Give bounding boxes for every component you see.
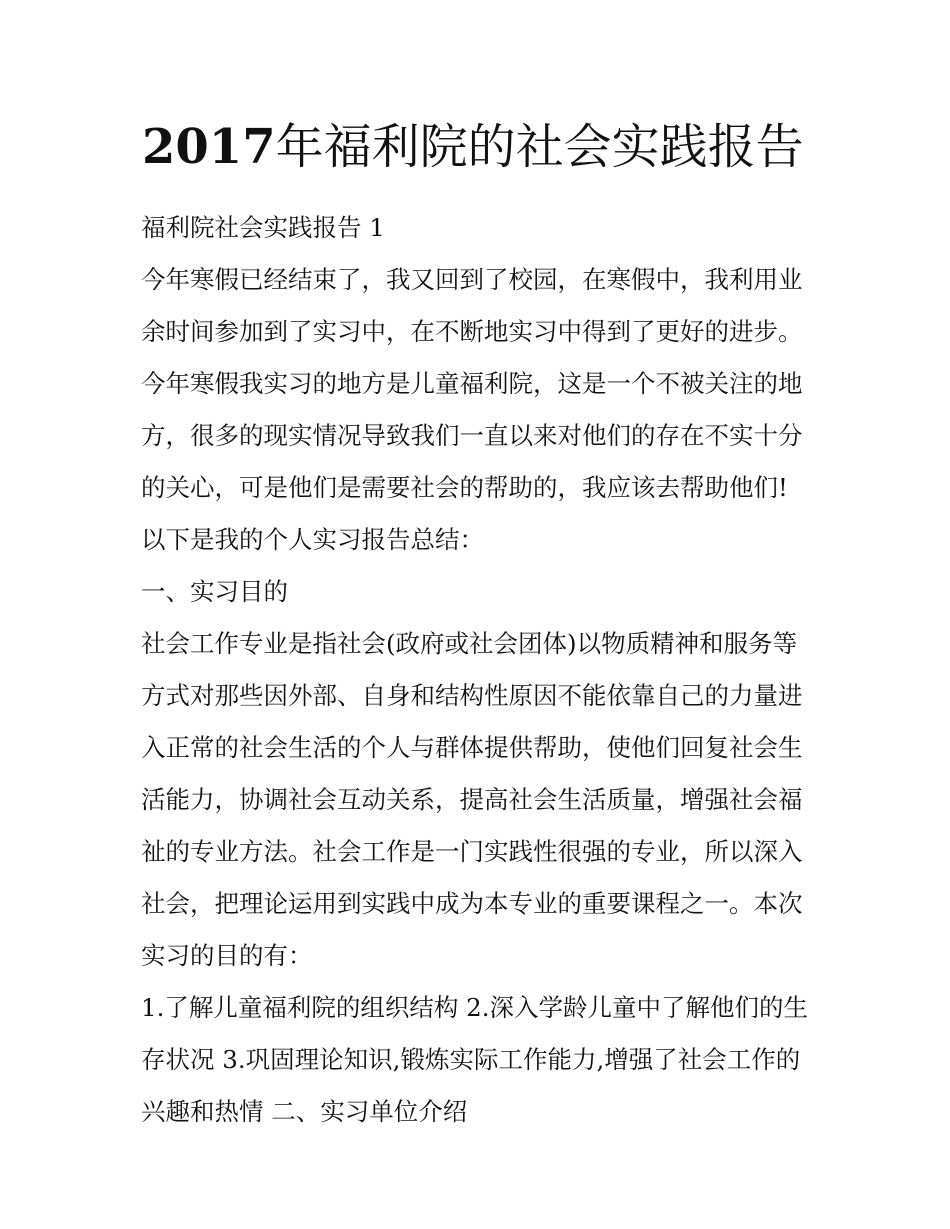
paragraph-line: 1.了解儿童福利院的组织结构 2.深入学龄儿童中了解他们的生 xyxy=(141,993,809,1022)
title-text: 年福利院的社会实践报告 xyxy=(275,119,804,175)
paragraph-line: 方式对那些因外部、自身和结构性原因不能依靠自己的力量进 xyxy=(141,681,803,710)
paragraph-line: 以下是我的个人实习报告总结： xyxy=(141,525,484,554)
paragraph-line: 今年寒假我实习的地方是儿童福利院，这是一个不被关注的地 xyxy=(141,369,803,398)
paragraph-line: 存状况 3.巩固理论知识,锻炼实际工作能力,增强了社会工作的 xyxy=(141,1045,801,1074)
subtitle-line: 福利院社会实践报告 1 xyxy=(141,213,385,242)
title-year: 2017 xyxy=(142,119,276,175)
paragraph-line: 社会工作专业是指社会(政府或社会团体)以物质精神和服务等 xyxy=(141,629,798,658)
paragraph-line: 余时间参加到了实习中，在不断地实习中得到了更好的进步。 xyxy=(141,317,803,346)
section-heading: 一、实习目的 xyxy=(141,577,288,606)
paragraph-line: 入正常的社会生活的个人与群体提供帮助，使他们回复社会生 xyxy=(141,733,803,762)
paragraph-line: 社会，把理论运用到实践中成为本专业的重要课程之一。本次 xyxy=(141,889,803,918)
paragraph-line: 兴趣和热情 二、实习单位介绍 xyxy=(141,1097,468,1126)
paragraph-line: 祉的专业方法。社会工作是一门实践性很强的专业，所以深入 xyxy=(141,837,803,866)
paragraph-line: 方，很多的现实情况导致我们一直以来对他们的存在不实十分 xyxy=(141,421,803,450)
document-title xyxy=(142,116,842,178)
document-body xyxy=(141,202,821,1138)
paragraph-line: 活能力，协调社会互动关系，提高社会生活质量，增强社会福 xyxy=(141,785,803,814)
paragraph-line: 今年寒假已经结束了，我又回到了校园，在寒假中，我利用业 xyxy=(141,265,803,294)
paragraph-line: 实习的目的有： xyxy=(141,941,313,970)
paragraph-line: 的关心，可是他们是需要社会的帮助的，我应该去帮助他们! xyxy=(141,473,788,502)
